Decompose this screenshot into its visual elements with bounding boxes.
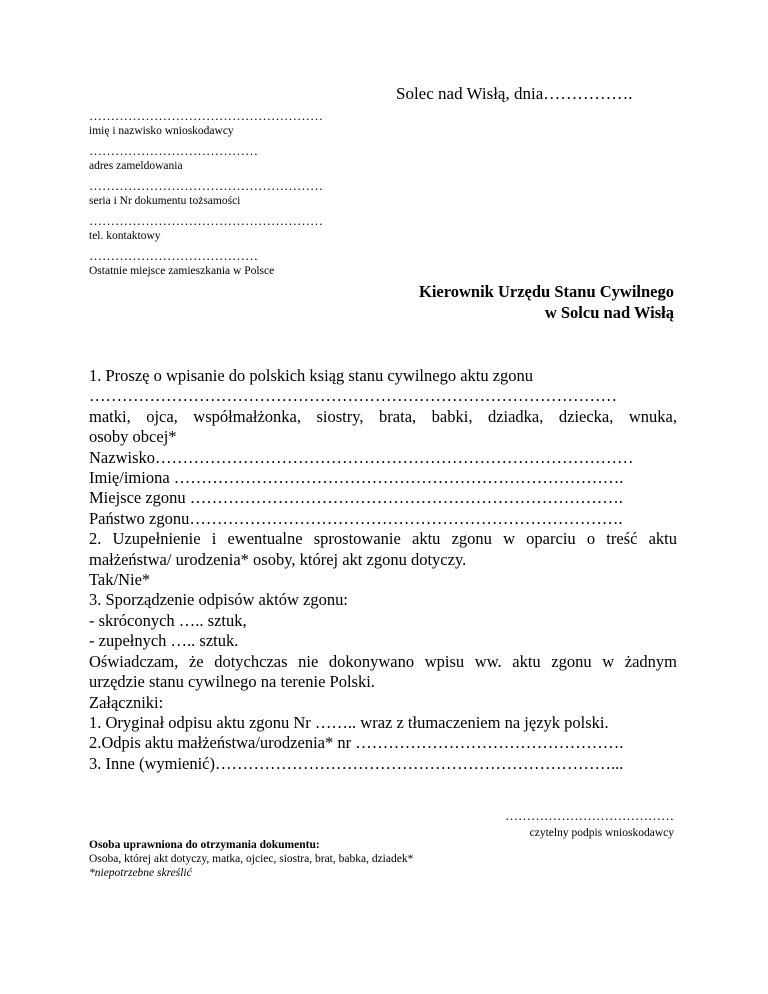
request-body: [89, 366, 677, 774]
last-residence-dots: …………………………………: [89, 248, 258, 263]
address-field: [89, 143, 349, 173]
body-line: Oświadczam, że dotychczas nie dokonywano wpisu ww. aktu zgonu w żadnym: [89, 651, 677, 671]
body-line: ……………………………………………………………………………………: [89, 386, 617, 406]
body-line: Miejsce zgonu …………………………………………………………………….: [89, 488, 623, 508]
applicant-fields: [89, 108, 349, 283]
addressee-line-2: w Solcu nad Wisłą: [544, 303, 674, 322]
addressee-block: [419, 281, 674, 323]
body-line: osoby obcej*: [89, 427, 177, 447]
authorized-persons-list: Osoba, której akt dotyczy, matka, ojciec, siostra, brat, babka, dziadek*: [89, 853, 414, 865]
body-line: urzędzie stanu cywilnego na terenie Polski.: [89, 672, 375, 692]
phone-label: tel. kontaktowy: [89, 230, 161, 242]
last-residence-label: Ostatnie miejsce zamieszkania w Polsce: [89, 265, 275, 277]
applicant-name-dots: ………………………………………………: [89, 108, 323, 123]
body-line: Imię/imiona ……………………………………………………………………….: [89, 468, 624, 488]
footnote: *niepotrzebne skreślić: [89, 867, 192, 879]
body-line: 2.Odpis aktu małżeństwa/urodzenia* nr ………………………………………….: [89, 733, 624, 753]
body-line: Tak/Nie*: [89, 570, 151, 590]
body-line: Nazwisko……………………………………………………………………………: [89, 447, 634, 467]
body-line: 1. Oryginał odpisu aktu zgonu Nr …….. wraz z tłumaczeniem na język polski.: [89, 712, 609, 732]
signature-block: [434, 808, 674, 840]
applicant-name-field: [89, 108, 349, 138]
body-line: Państwo zgonu…………………………………………………………………….: [89, 508, 623, 528]
last-residence-field: [89, 248, 349, 278]
body-line: 3. Sporządzenie odpisów aktów zgonu:: [89, 590, 348, 610]
body-line: matki, ojca, współmałżonka, siostry, brata, babki, dziadka, dziecka, wnuka,: [89, 406, 677, 426]
addressee-line-1: Kierownik Urzędu Stanu Cywilnego: [418, 282, 674, 301]
body-line: 1. Proszę o wpisanie do polskich ksiąg stanu cywilnego aktu zgonu: [89, 366, 534, 385]
signature-label: czytelny podpis wnioskodawcy: [529, 827, 674, 839]
body-line: - zupełnych ….. sztuk.: [89, 631, 239, 651]
id-document-dots: ………………………………………………: [89, 178, 323, 193]
address-label: adres zameldowania: [89, 160, 183, 172]
body-line: Załączniki:: [89, 692, 164, 712]
phone-field: [89, 213, 349, 243]
authorized-person-title: Osoba uprawniona do otrzymania dokumentu:: [89, 839, 320, 851]
body-line: - skróconych ….. sztuk,: [89, 610, 247, 630]
body-line: 3. Inne (wymienić)………………………………………………………………...: [89, 753, 624, 773]
id-document-label: seria i Nr dokumentu tożsamości: [89, 195, 241, 207]
footer-block: [89, 838, 413, 880]
address-dots: …………………………………: [89, 143, 258, 158]
signature-dots: …………………………………: [505, 808, 674, 823]
id-document-field: [89, 178, 349, 208]
applicant-name-label: imię i nazwisko wnioskodawcy: [89, 125, 234, 137]
body-line: 2. Uzupełnienie i ewentualne sprostowanie aktu zgonu w oparciu o treść aktu: [89, 529, 677, 549]
phone-dots: ………………………………………………: [89, 213, 323, 228]
body-line: małżeństwa/ urodzenia* osoby, której akt zgonu dotyczy.: [89, 549, 467, 569]
place-date-line: Solec nad Wisłą, dnia…………….: [396, 84, 633, 103]
